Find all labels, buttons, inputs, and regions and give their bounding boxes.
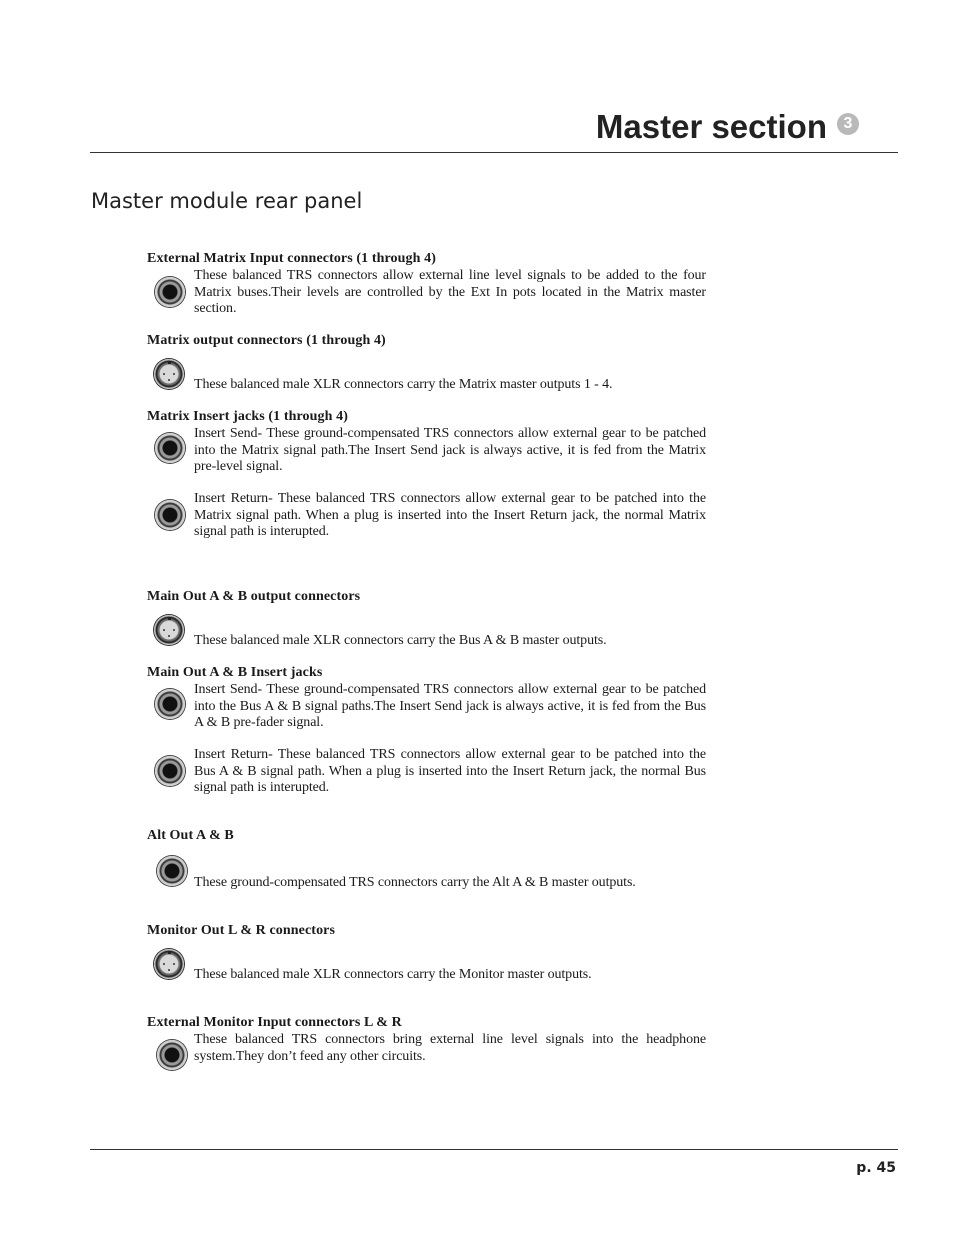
item-heading-ext-matrix-input: External Matrix Input connectors (1 through 4) [147,251,436,266]
item-description: These balanced male XLR connectors carry the Bus A & B master outputs. [194,633,607,648]
trs-jack-icon [155,756,185,786]
page-title-group [596,108,859,146]
item-description: These balanced TRS connectors bring external line level signals into the headphone system.They don’t feed any other circuits. [194,1032,706,1064]
chapter-number-badge: 3 [837,113,859,135]
item-heading-alt-out: Alt Out A & B [147,828,234,843]
item-heading-main-out-output: Main Out A & B output connectors [147,589,361,604]
item-description: These balanced male XLR connectors carry the Monitor master outputs. [194,967,592,982]
section-heading: Master module rear panel [91,189,363,213]
item-heading-main-out-insert: Main Out A & B Insert jacks [147,665,323,680]
trs-jack-icon [155,500,185,530]
trs-jack-icon [155,433,185,463]
item-description: Insert Return- These balanced TRS connectors allow external gear to be patched into the Bus A & B signal path. When a plug is inserted into the Insert Return jack, the normal Bus signal path is interupted. [194,747,706,796]
item-heading-monitor-out: Monitor Out L & R connectors [147,923,336,938]
page-title: Master section [595,108,827,145]
xlr-jack-icon [154,615,184,645]
trs-jack-icon [155,277,185,307]
footer-divider [90,1149,898,1150]
item-heading-matrix-output: Matrix output connectors (1 through 4) [147,333,386,348]
item-heading-ext-monitor-input: External Monitor Input connectors L & R [147,1015,402,1030]
xlr-jack-icon [154,359,184,389]
trs-jack-icon [155,689,185,719]
item-description: Insert Send- These ground-compensated TRS connectors allow external gear to be patched into the Matrix signal path.The Insert Send jack is always active, it is fed from the Matrix pre-level signal. [194,426,706,475]
trs-jack-icon [157,856,187,886]
item-description: Insert Send- These ground-compensated TRS connectors allow external gear to be patched into the Bus A & B signal paths.The Insert Send jack is always active, it is fed from the Bus A & B pre-fader signal. [194,682,706,731]
page-number: p. 45 [856,1160,896,1176]
xlr-jack-icon [154,949,184,979]
item-description: These balanced TRS connectors allow external line level signals to be added to the four Matrix buses.Their levels are controlled by the Ext In pots located in the Matrix master section. [194,268,706,317]
item-description: These balanced male XLR connectors carry the Matrix master outputs 1 - 4. [194,377,613,392]
trs-jack-icon [157,1040,187,1070]
item-description: These ground-compensated TRS connectors carry the Alt A & B master outputs. [194,875,636,890]
header-divider [90,152,898,153]
item-description: Insert Return- These balanced TRS connectors allow external gear to be patched into the Matrix signal path. When a plug is inserted into the Insert Return jack, the normal Matrix signal path is interupted. [194,491,706,540]
item-heading-matrix-insert: Matrix Insert jacks (1 through 4) [147,409,348,424]
